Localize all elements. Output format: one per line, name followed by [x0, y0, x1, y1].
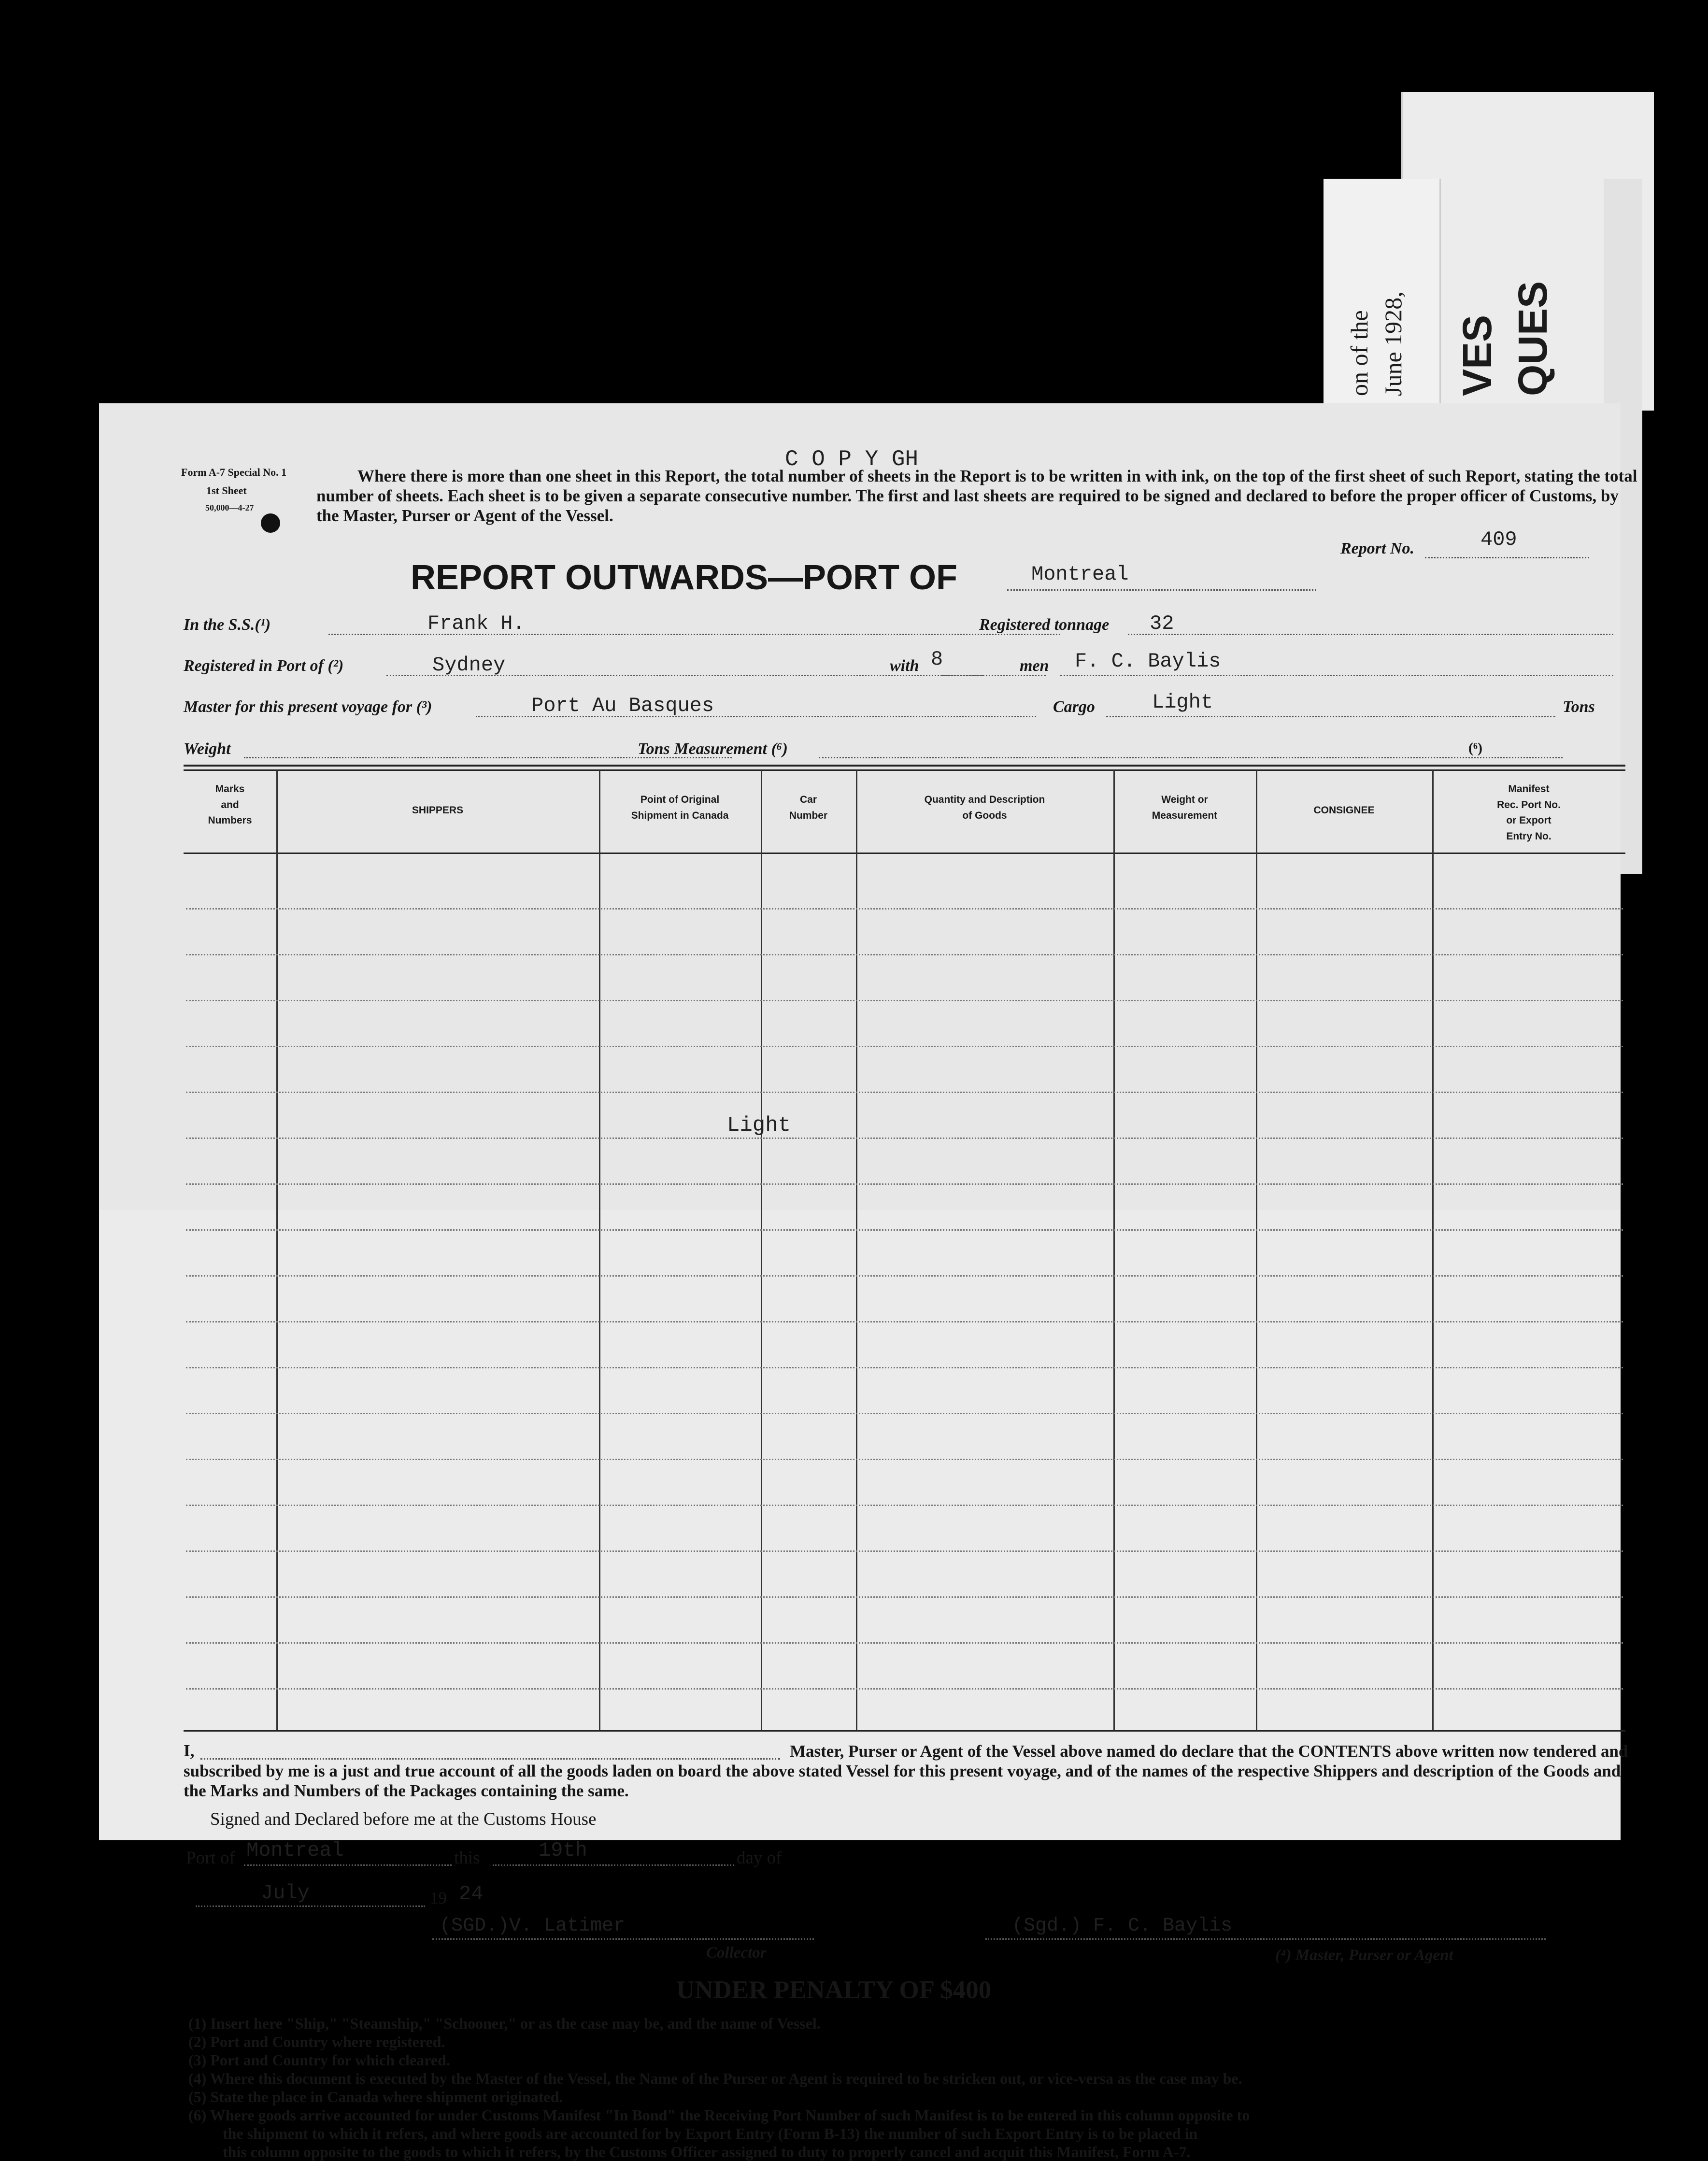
month-line: [196, 1905, 425, 1907]
col-goods-header: Quantity and Description of Goods: [924, 794, 1045, 821]
day-of-label: day of: [737, 1848, 782, 1868]
footnote-2: (2) Port and Country where registered.: [188, 2033, 445, 2050]
note6-ref: (⁶): [1468, 740, 1482, 756]
report-no-line: [1425, 557, 1589, 558]
footnote-6-cont-1: the shipment to which it refers, and where goods are accounted for by Export Entry (Form B-13) the number of such Export Entry is to be placed in: [223, 2125, 1198, 2142]
port-of-line: [244, 1864, 452, 1866]
reg-port-label: Registered in Port of (²): [184, 657, 344, 675]
weight-label: Weight: [184, 740, 231, 758]
year-prefix: 19: [430, 1889, 447, 1907]
table-row-line: [186, 954, 1623, 955]
ink-blot: [261, 513, 280, 533]
table-row-line: [186, 1550, 1623, 1552]
tonnage-line: [1128, 634, 1613, 635]
report-no-value: 409: [1480, 528, 1517, 551]
declaration-i-label: I,: [184, 1741, 195, 1760]
table-row-line: [186, 1183, 1623, 1185]
table-row-line: [186, 1367, 1623, 1368]
col-shippers-header: SHIPPERS: [412, 805, 464, 816]
slip-right-line2: QUES: [1510, 281, 1555, 396]
voyage-value: Port Au Basques: [531, 694, 714, 717]
collector-label: Collector: [706, 1944, 767, 1962]
table-row-line: [186, 1000, 1623, 1001]
tons-label: Tons: [1563, 698, 1595, 716]
table-row-line: [186, 1413, 1623, 1414]
collector-signature: (SGD.)V. Latimer: [440, 1915, 626, 1937]
tonnage-value: 32: [1150, 612, 1174, 635]
month-value: July: [261, 1881, 310, 1905]
table-row-line: [186, 1092, 1623, 1093]
slip-right-line1: VES: [1454, 314, 1500, 396]
footnote-5: (5) State the place in Canada where shipment originated.: [188, 2088, 563, 2105]
col-consignee-header: CONSIGNEE: [1313, 805, 1375, 816]
copy-stamp: C O P Y GH: [785, 447, 919, 472]
print-run: 50,000—4-27: [205, 503, 254, 512]
year-value: 24: [459, 1882, 484, 1905]
col-marks-header: Marks and Numbers: [208, 783, 252, 826]
col-weight-header: Weight or Measurement: [1152, 794, 1218, 821]
table-row-line: [186, 1459, 1623, 1460]
table-row-line: [186, 1321, 1623, 1322]
sheet-label: 1st Sheet: [206, 484, 247, 497]
tonnage-label: Registered tonnage: [979, 616, 1110, 634]
men-label: men: [1020, 657, 1049, 675]
this-label: this: [454, 1848, 480, 1868]
form-a7-paper: [99, 403, 1637, 2161]
footnote-4: (4) Where this document is executed by the Master of the Vessel, the Name of the Purser or Agent is required to be stricken out, or vice-versa as the case may be.: [188, 2070, 1242, 2087]
footnote-6-cont-2: this column opposite to the goods to which it refers, by the Customs Officer assigned to duty to properly cancel and acquit this Manifest, Form A-7.: [223, 2143, 1191, 2161]
with-label: with: [890, 657, 919, 675]
table-row-line: [186, 908, 1623, 910]
footnote-3: (3) Port and Country for which cleared.: [188, 2051, 450, 2069]
slip-left-line1: on of the: [1346, 310, 1373, 396]
table-row-line: [186, 1275, 1623, 1277]
penalty-heading: UNDER PENALTY OF $400: [676, 1976, 992, 2004]
with-value: 8: [931, 648, 943, 671]
reg-port-value: Sydney: [432, 654, 506, 677]
slip-left-line2: June 1928,: [1380, 291, 1407, 396]
cargo-value: Light: [1152, 691, 1213, 714]
cargo-line: [1106, 716, 1555, 717]
voyage-label: Master for this present voyage for (³): [184, 698, 432, 716]
day-line: [493, 1864, 734, 1866]
col-car-header: Car Number: [789, 794, 828, 821]
port-of-label: Port of: [186, 1848, 235, 1868]
measurement-label: Tons Measurement (⁶): [638, 740, 788, 758]
table-row-line: [186, 1505, 1623, 1506]
declaration-text: Master, Purser or Agent of the Vessel above named do declare that the CONTENTS above written now tendered and subscribed by me is a just and true account of all the goods laden on board the above stated Vessel for this present voyage, and of the names of the respective Shippers and description of the Goods and the Marks and Numbers of the Packages containing the same.: [184, 1742, 1628, 1800]
port-title-value: Montreal: [1031, 563, 1129, 586]
goods-entry: Light: [727, 1113, 791, 1137]
table-row-line: [186, 1688, 1623, 1690]
ss-label: In the S.S.(¹): [184, 616, 271, 634]
footnote-6: (6) Where goods arrive accounted for under Customs Manifest "In Bond" the Receiving Port Number of such Manifest is to be entered in this column opposite to: [188, 2106, 1250, 2124]
table-row-line: [186, 1137, 1623, 1139]
master-name-value: F. C. Baylis: [1075, 650, 1221, 673]
table-row-line: [186, 1046, 1623, 1047]
table-row-line: [186, 1229, 1623, 1231]
form-id: Form A-7 Special No. 1: [181, 466, 287, 478]
measurement-line: [819, 757, 1563, 758]
day-value: 19th: [539, 1839, 587, 1862]
form-title: REPORT OUTWARDS—PORT OF: [411, 558, 957, 597]
ss-value: Frank H.: [427, 612, 525, 635]
port-of-value: Montreal: [246, 1839, 344, 1862]
table-row-line: [186, 1642, 1623, 1644]
cargo-label: Cargo: [1053, 698, 1095, 716]
master-line: [1060, 675, 1613, 676]
master-signature: (Sgd.) F. C. Baylis: [1012, 1915, 1233, 1937]
port-title-line: [1007, 589, 1316, 591]
col-origin-header: Point of Original Shipment in Canada: [631, 794, 729, 821]
form-instructions: Where there is more than one sheet in this Report, the total number of sheets in the Report is to be written in with ink, on the top of the first sheet of such Report, stating the total number of sheets. Each sheet is to be given a separate consecutive number. The first and last sheets are required to be signed and declared to before the proper officer of Customs, by the Master, Purser or Agent of the Vessel.: [316, 467, 1637, 525]
report-no-label: Report No.: [1340, 540, 1414, 557]
signed-label: Signed and Declared before me at the Customs House: [210, 1809, 597, 1829]
col-manifest-header: Manifest Rec. Port No. or Export Entry No.: [1497, 783, 1561, 842]
footnote-1: (1) Insert here "Ship," "Steamship," "Schooner," or as the case may be, and the name of Vessel.: [188, 2015, 821, 2032]
table-row-line: [186, 1596, 1623, 1598]
master-purser-agent-label: (⁴) Master, Purser or Agent: [1275, 1947, 1453, 1964]
